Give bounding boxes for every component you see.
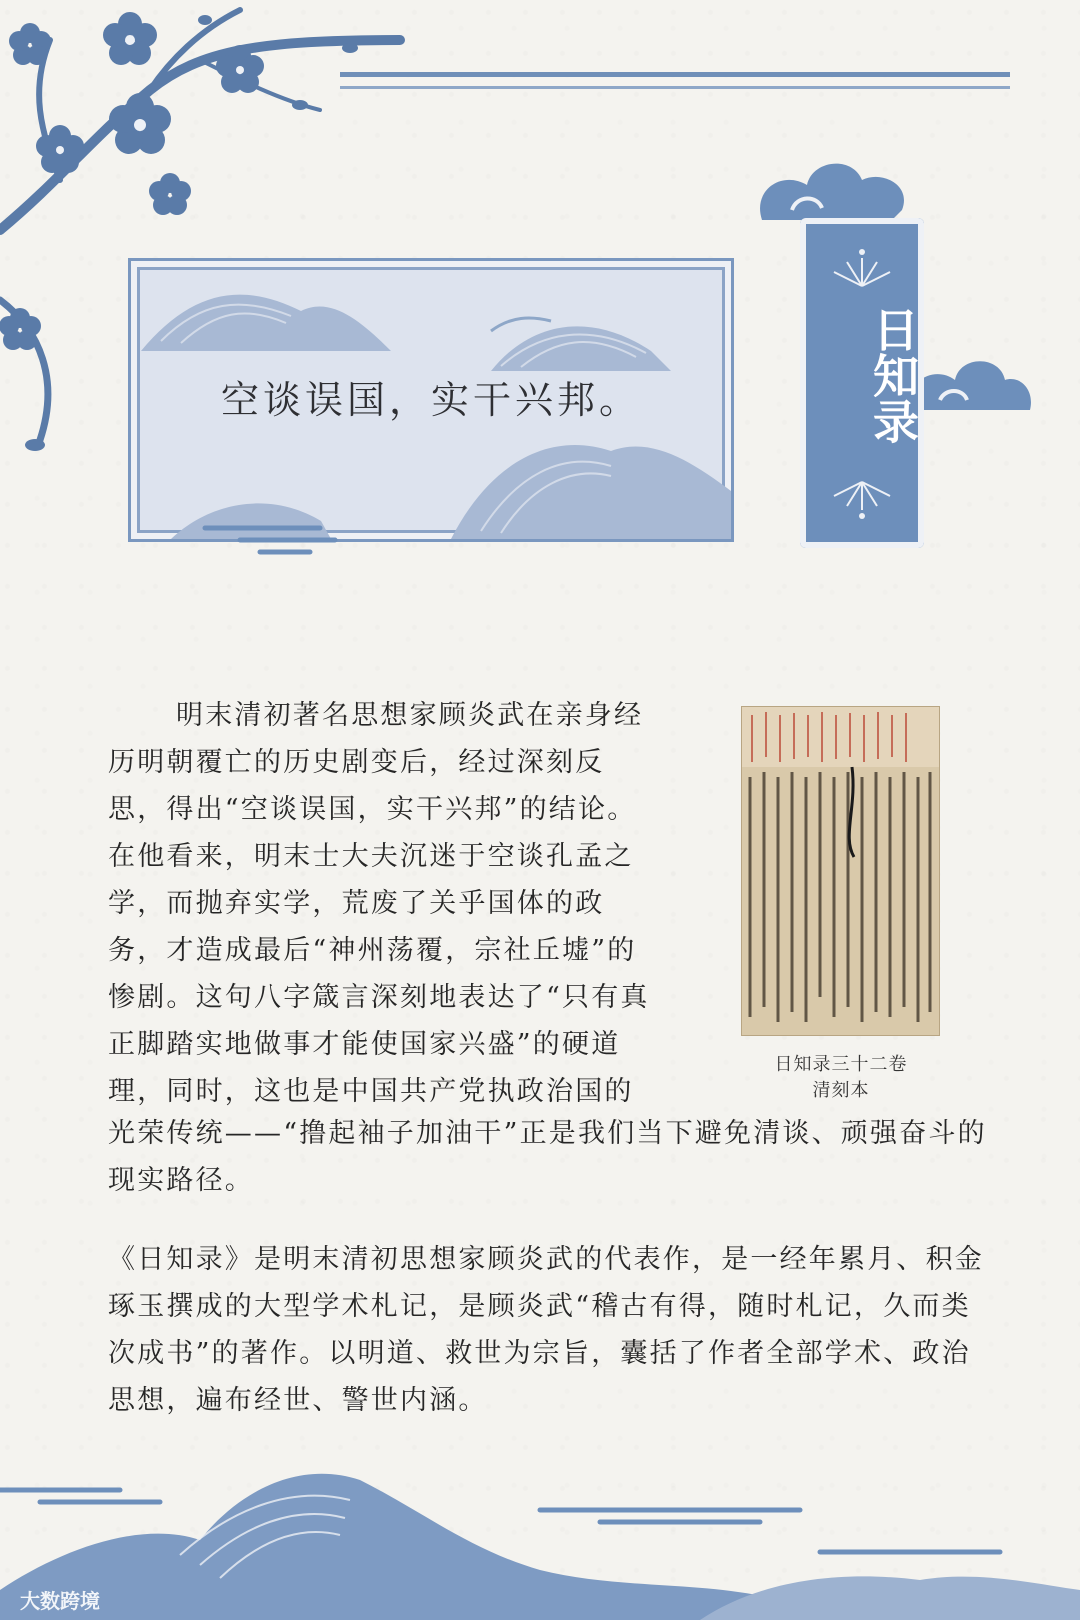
sunburst-ornament-top: [822, 248, 902, 288]
top-decorative-lines: [340, 72, 1010, 98]
paragraph-1-part-1: 明末清初著名思想家顾炎武在亲身经历明朝覆亡的历史剧变后，经过深刻反思，得出“空谈误国，实干兴邦”的结论。在他看来，明末士大夫沉迷于空谈孔孟之学，而抛弃实学，荒废了关乎国体的政务，才造成最后“神州荡覆，宗社丘墟”的惨剧。这句八字箴言深刻地表达了“只有真正脚踏实地做事才能使国家兴盛”的硬道理，同时，这也是中国共产党执政治国的: [108, 700, 650, 1107]
cloud-ornament-right: [905, 350, 1035, 420]
title-plate: [800, 218, 924, 548]
book-page-image: [741, 706, 940, 1036]
plate-title: 日知录: [866, 306, 920, 444]
watermark: 大数跨境: [20, 1589, 100, 1613]
paragraph-1-part-2: 光荣传统——“撸起袖子加油干”正是我们当下避免清谈、顽强奋斗的现实路径。: [108, 1118, 987, 1196]
bottom-mountain-illustration: [0, 1440, 1080, 1620]
image-caption: [741, 1052, 941, 1104]
sunburst-ornament-bottom: [822, 480, 902, 520]
quote-card-cloud-lines: [200, 520, 340, 560]
quote-card: [128, 258, 734, 542]
caption-line-1: 日知录三十二卷: [774, 1054, 908, 1075]
caption-line-2: 清刻本: [812, 1080, 870, 1101]
paragraph-2: 《日知录》是明末清初思想家顾炎武的代表作，是一经年累月、积金琢玉撰成的大型学术札记，是顾炎武“稽古有得，随时札记，久而类次成书”的著作。以明道、救世为宗旨，囊括了作者全部学术、政治思想，遍布经世、警世内涵。: [108, 1244, 984, 1416]
quote-text: 空谈误国，实干兴邦。: [220, 378, 641, 422]
